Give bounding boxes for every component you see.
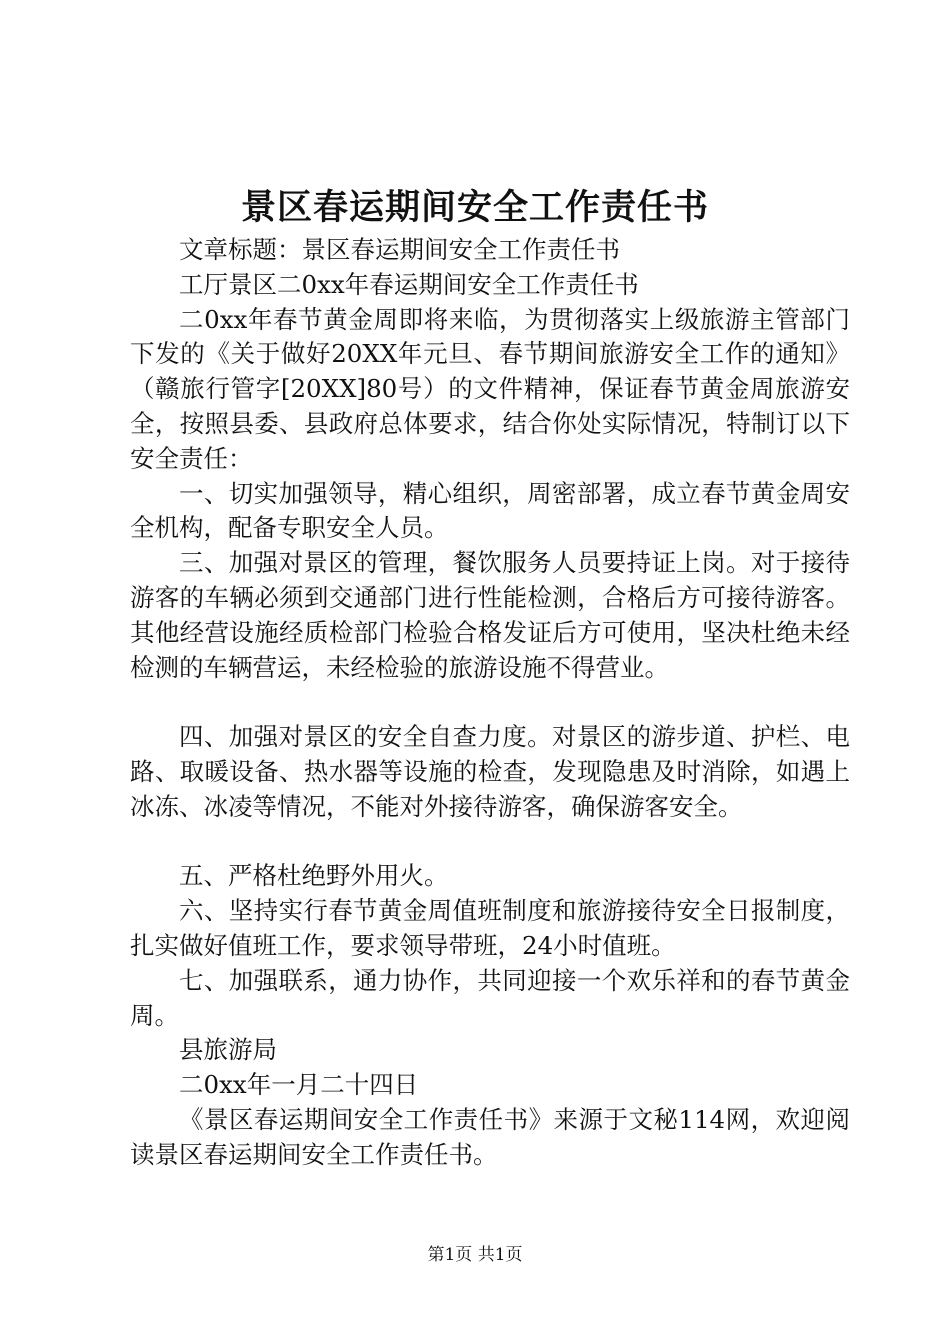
article-title-line: 文章标题：景区春运期间安全工作责任书 xyxy=(179,235,620,264)
item-three-paragraph: 三、加强对景区的管理，餐饮服务人员要持证上岗。对于接待游客的车辆必须到交通部门进行性能检测，合格后方可接待游客。其他经营设施经质检部门检验合格发证后方可使用，坚决杜绝未经检测的车辆营运，未经检验的旅游设施不得营业。 xyxy=(130,548,850,682)
item-one-paragraph: 一、切实加强领导，精心组织，周密部署，成立春节黄金周安全机构，配备专职安全人员。 xyxy=(130,478,850,543)
signature-date: 二0xx年一月二十四日 xyxy=(179,1070,419,1100)
item-four-paragraph: 四、加强对景区的安全自查力度。对景区的游步道、护栏、电路、取暖设备、热水器等设施的检查，发现隐患及时消除，如遇上冰冻、冰凌等情况，不能对外接待游客，确保游客安全。 xyxy=(130,722,850,821)
source-note-paragraph: 《景区春运期间安全工作责任书》来源于文秘114网，欢迎阅读景区春运期间安全工作责任书。 xyxy=(130,1104,850,1169)
item-six-paragraph: 六、坚持实行春节黄金周值班制度和旅游接待安全日报制度，扎实做好值班工作，要求领导带班，24小时值班。 xyxy=(130,896,850,960)
item-seven-paragraph: 七、加强联系，通力协作，共同迎接一个欢乐祥和的春节黄金周。 xyxy=(130,965,850,1030)
page-footer: 第1页 共1页 xyxy=(427,1245,523,1265)
subtitle-line: 工厅景区二0xx年春运期间安全工作责任书 xyxy=(179,269,639,299)
item-five-paragraph: 五、严格杜绝野外用火。 xyxy=(179,861,449,891)
signature-issuer: 县旅游局 xyxy=(179,1035,277,1065)
document-body xyxy=(130,233,850,1173)
document-title: 景区春运期间安全工作责任书 xyxy=(240,187,709,228)
intro-paragraph: 二0xx年春节黄金周即将来临，为贯彻落实上级旅游主管部门下发的《关于做好20XX年元旦、春节期间旅游安全工作的通知》（赣旅行管字[20XX]80号）的文件精神，保证春节黄金周旅游安全，按照县委、县政府总体要求，结合你处实际情况，特制订以下安全责任： xyxy=(130,304,850,473)
